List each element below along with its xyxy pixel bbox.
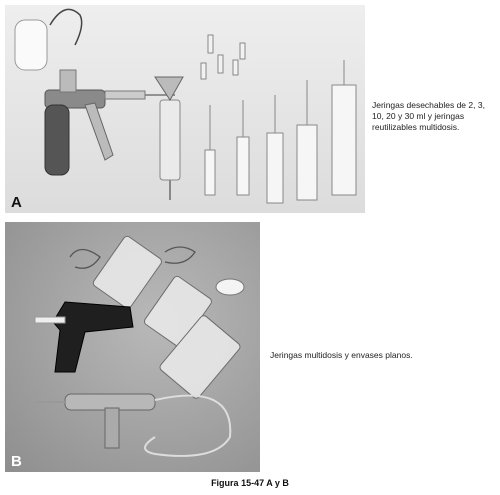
photo-b-caption: Jeringas multidosis y envases planos.	[270, 350, 413, 360]
figure-caption: Figura 15-47 A y B	[211, 478, 289, 488]
photo-b-multidose	[5, 222, 260, 472]
syringes-illustration	[5, 5, 365, 213]
photo-a-caption: Jeringas desechables de 2, 3, 10, 20 y 30 ml y jeringas reutilizables multidosis.	[372, 100, 485, 132]
multidose-illustration	[5, 222, 260, 472]
photo-a-syringes	[5, 5, 365, 213]
photo-b-letter: B	[11, 453, 22, 470]
photo-a-letter: A	[11, 194, 22, 211]
